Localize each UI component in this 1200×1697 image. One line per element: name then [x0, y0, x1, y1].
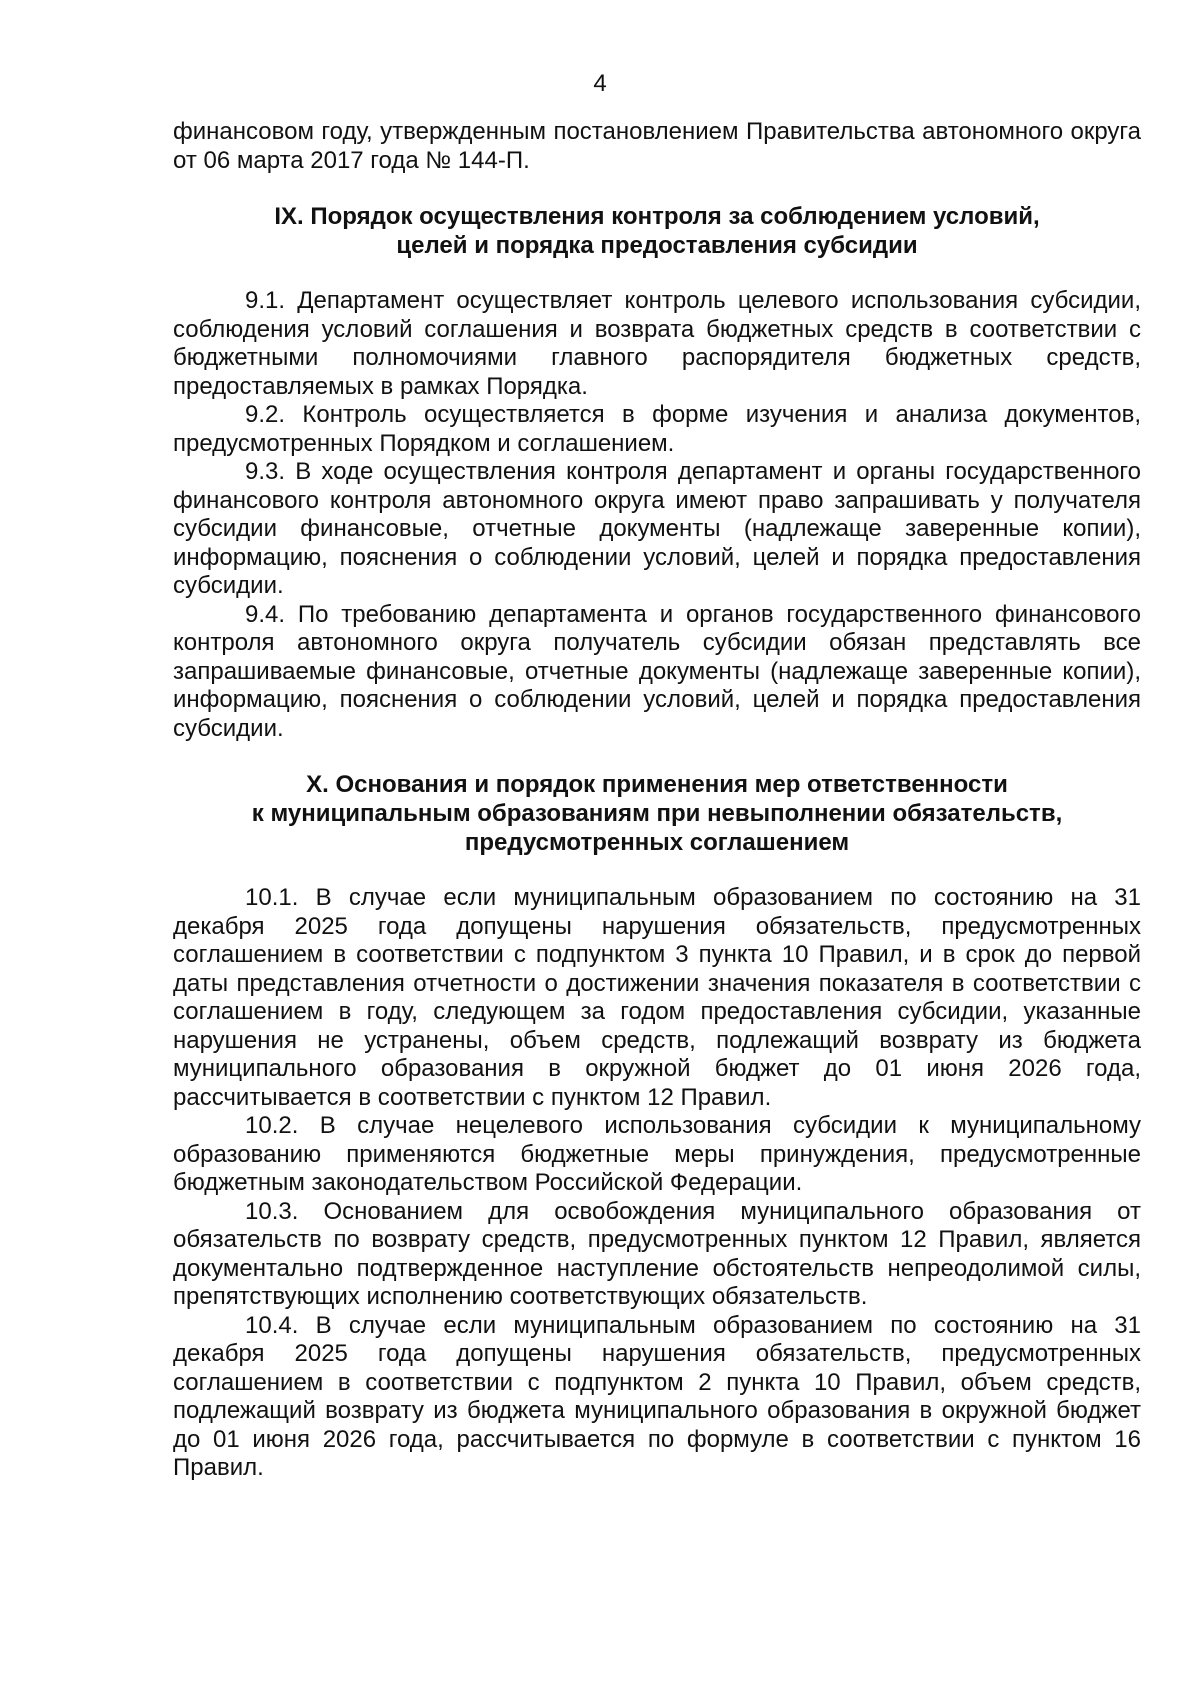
document-body: [173, 118, 1141, 1483]
section-9-heading: [173, 202, 1141, 260]
section-9-heading-line: IX. Порядок осуществления контроля за соблюдением условий,: [274, 203, 1040, 230]
section-10-heading-line: к муниципальным образованиям при невыполнении обязательств,: [251, 800, 1063, 827]
paragraph-10-1: 10.1. В случае если муниципальным образованием по состоянию на 31 декабря 2025 года допущены нарушения обязательств, предусмотренных соглашением в соответствии с подпунктом 3 пункта 10 Правил, и в срок до первой даты представления отчетности о достижении значения показателя в соответствии с соглашением в году, следующем за годом предоставления субсидии, указанные нарушения не устранены, объем средств, подлежащий возврату из бюджета муниципального образования в окружной бюджет до 01 июня 2026 года, рассчитывается в соответствии с пунктом 12 Правил.: [173, 884, 1141, 1111]
section-10-heading-line: предусмотренных соглашением: [464, 829, 850, 856]
section-10-heading: [173, 770, 1141, 857]
paragraph-10-4: 10.4. В случае если муниципальным образованием по состоянию на 31 декабря 2025 года допущены нарушения обязательств, предусмотренных соглашением в соответствии с подпунктом 2 пункта 10 Правил, объем средств, подлежащий возврату из бюджета муниципального образования в окружной бюджет до 01 июня 2026 года, рассчитывается по формуле в соответствии с пунктом 16 Правил.: [173, 1311, 1141, 1481]
paragraph-9-4: 9.4. По требованию департамента и органов государственного финансового контроля автономного округа получатель субсидии обязан представлять все запрашиваемые финансовые, отчетные документы (надлежаще заверенные копии), информацию, пояснения о соблюдении условий, целей и порядка предоставления субсидии.: [173, 600, 1141, 742]
paragraph-10-3: 10.3. Основанием для освобождения муниципального образования от обязательств по возврату средств, предусмотренных пунктом 12 Правил, является документально подтвержденное наступление обстоятельств непреодолимой силы, препятствующих исполнению соответствующих обязательств.: [173, 1197, 1141, 1310]
paragraph-9-3: 9.3. В ходе осуществления контроля департамент и органы государственного финансового контроля автономного округа имеют право запрашивать у получателя субсидии финансовые, отчетные документы (надлежаще заверенные копии), информацию, пояснения о соблюдении условий, целей и порядка предоставления субсидии.: [173, 458, 1141, 599]
intro-paragraph: финансовом году, утвержденным постановлением Правительства автономного округа от 06 марта 2017 года № 144-П.: [173, 118, 1141, 174]
page-number: 4: [593, 70, 607, 97]
paragraph-10-2: 10.2. В случае нецелевого использования субсидии к муниципальному образованию применяются бюджетные меры принуждения, предусмотренные бюджетным законодательством Российской Федерации.: [173, 1112, 1141, 1196]
paragraph-9-2: 9.2. Контроль осуществляется в форме изучения и анализа документов, предусмотренных Порядком и соглашением.: [173, 401, 1141, 457]
paragraph-9-1: 9.1. Департамент осуществляет контроль целевого использования субсидии, соблюдения условий соглашения и возврата бюджетных средств в соответствии с бюджетными полномочиями главного распорядителя бюджетных средств, предоставляемых в рамках Порядка.: [173, 287, 1141, 400]
section-9-heading-line: целей и порядка предоставления субсидии: [396, 232, 918, 259]
section-10-heading-line: X. Основания и порядок применения мер ответственности: [306, 771, 1008, 798]
